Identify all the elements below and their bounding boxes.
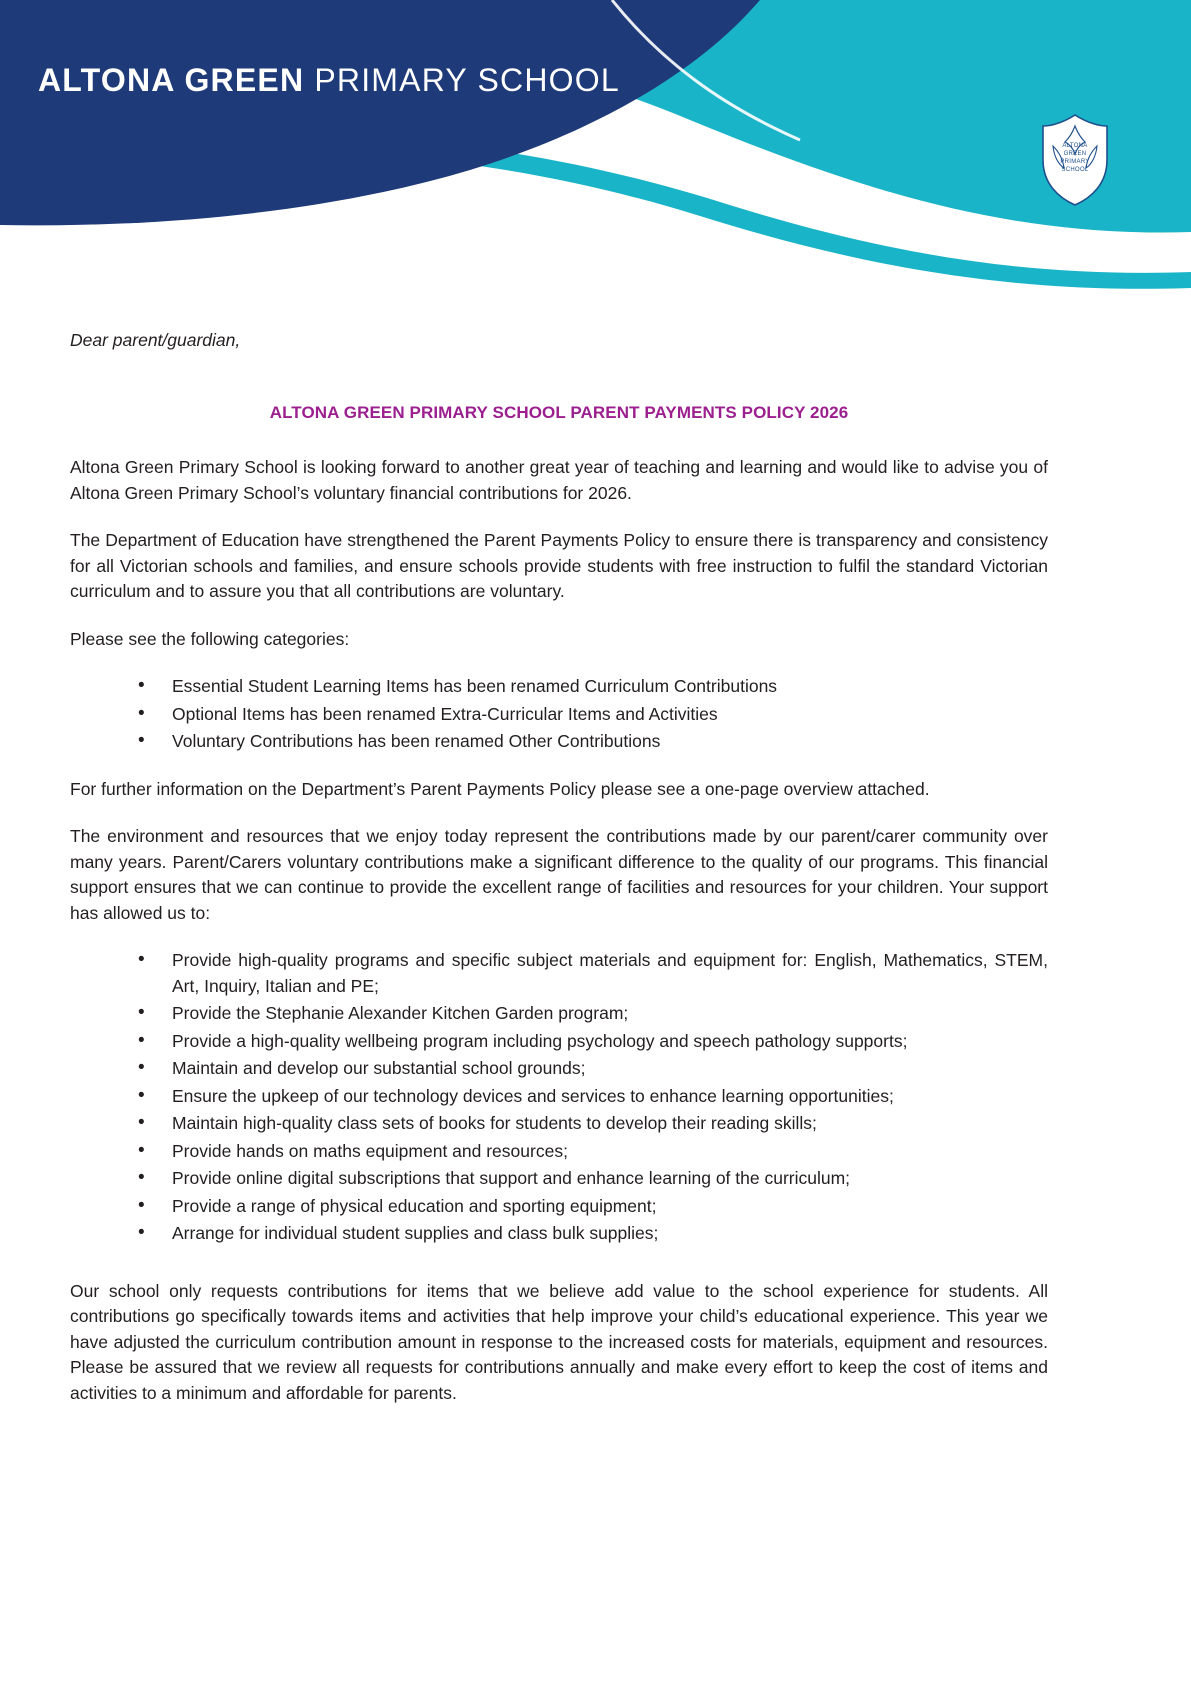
school-name-light: PRIMARY SCHOOL <box>314 62 620 98</box>
list-item: • Provide a range of physical education and sporting equipment; <box>138 1194 1048 1220</box>
list-item: • Arrange for individual student supplies and class bulk supplies; <box>138 1221 1048 1247</box>
school-name <box>38 62 620 99</box>
letter-body <box>70 330 1048 1428</box>
list-item: • Provide the Stephanie Alexander Kitchen Garden program; <box>138 1001 1048 1027</box>
spacer <box>70 1269 1048 1279</box>
paragraph-further-info: For further information on the Department’s Parent Payments Policy please see a one-page overview attached. <box>70 778 930 799</box>
letterhead-banner <box>0 0 1191 290</box>
crest-text <box>1037 142 1113 174</box>
crest-line-4: SCHOOL <box>1061 167 1089 173</box>
list-item: • Optional Items has been renamed Extra-Curricular Items and Activities <box>138 702 1048 728</box>
paragraph-closing: Our school only requests contributions for items that we believe add value to the school experience for students. All contributions go specifically towards items and activities that help improve your child’s educational experience. This year we have adjusted the curriculum contribution amount in response to the increased costs for materials, equipment and resources. Please be assured that we review all requests for contributions annually and make every effort to keep the cost of items and activities to a minimum and affordable for parents. <box>70 1280 1048 1403</box>
list-item: • Voluntary Contributions has been renamed Other Contributions <box>138 729 1048 755</box>
list-item: • Maintain high-quality class sets of books for students to develop their reading skills; <box>138 1111 1048 1137</box>
list-item: • Provide hands on maths equipment and resources; <box>138 1139 1048 1165</box>
salutation: Dear parent/guardian, <box>70 330 241 350</box>
page-title: ALTONA GREEN PRIMARY SCHOOL PARENT PAYMENTS POLICY 2026 <box>269 403 849 422</box>
paragraph-intro: Altona Green Primary School is looking forward to another great year of teaching and learning and would like to advise you of Altona Green Primary School’s voluntary financial contributions for 2026. <box>70 457 1048 503</box>
list-item: • Essential Student Learning Items has been renamed Curriculum Contributions <box>138 674 1048 700</box>
list-item: • Provide high-quality programs and specific subject materials and equipment for: English, Mathematics, STEM, Art, Inquiry, Italian and PE; <box>138 948 1048 999</box>
paragraph-categories-lead: Please see the following categories: <box>70 628 350 649</box>
paragraph-environment: The environment and resources that we enjoy today represent the contributions made by our parent/carer community over many years. Parent/Carers voluntary contributions make a significant difference to the quality of our programs. This financial support ensures that we can continue to provide the excellent range of facilities and resources for your children. Your support has allowed us to: <box>70 826 1048 923</box>
category-list <box>70 674 1048 755</box>
support-list <box>70 948 1048 1247</box>
list-item: • Ensure the upkeep of our technology devices and services to enhance learning opportunities; <box>138 1084 1048 1110</box>
school-crest-icon <box>1037 112 1113 208</box>
crest-line-3: PRIMARY <box>1060 159 1090 165</box>
list-item: • Provide online digital subscriptions that support and enhance learning of the curriculum; <box>138 1166 1048 1192</box>
banner-graphic <box>0 0 1191 290</box>
school-name-bold: ALTONA GREEN <box>38 62 305 98</box>
paragraph-department: The Department of Education have strengthened the Parent Payments Policy to ensure there is transparency and consistency for all Victorian schools and families, and ensure schools provide students with free instruction to fulfil the standard Victorian curriculum and to assure you that all contributions are voluntary. <box>70 530 1048 601</box>
list-item: • Maintain and develop our substantial school grounds; <box>138 1056 1048 1082</box>
list-item: • Provide a high-quality wellbeing program including psychology and speech pathology supports; <box>138 1029 1048 1055</box>
crest-line-2: GREEN <box>1063 151 1087 157</box>
crest-line-1: ALTONA <box>1062 143 1088 149</box>
